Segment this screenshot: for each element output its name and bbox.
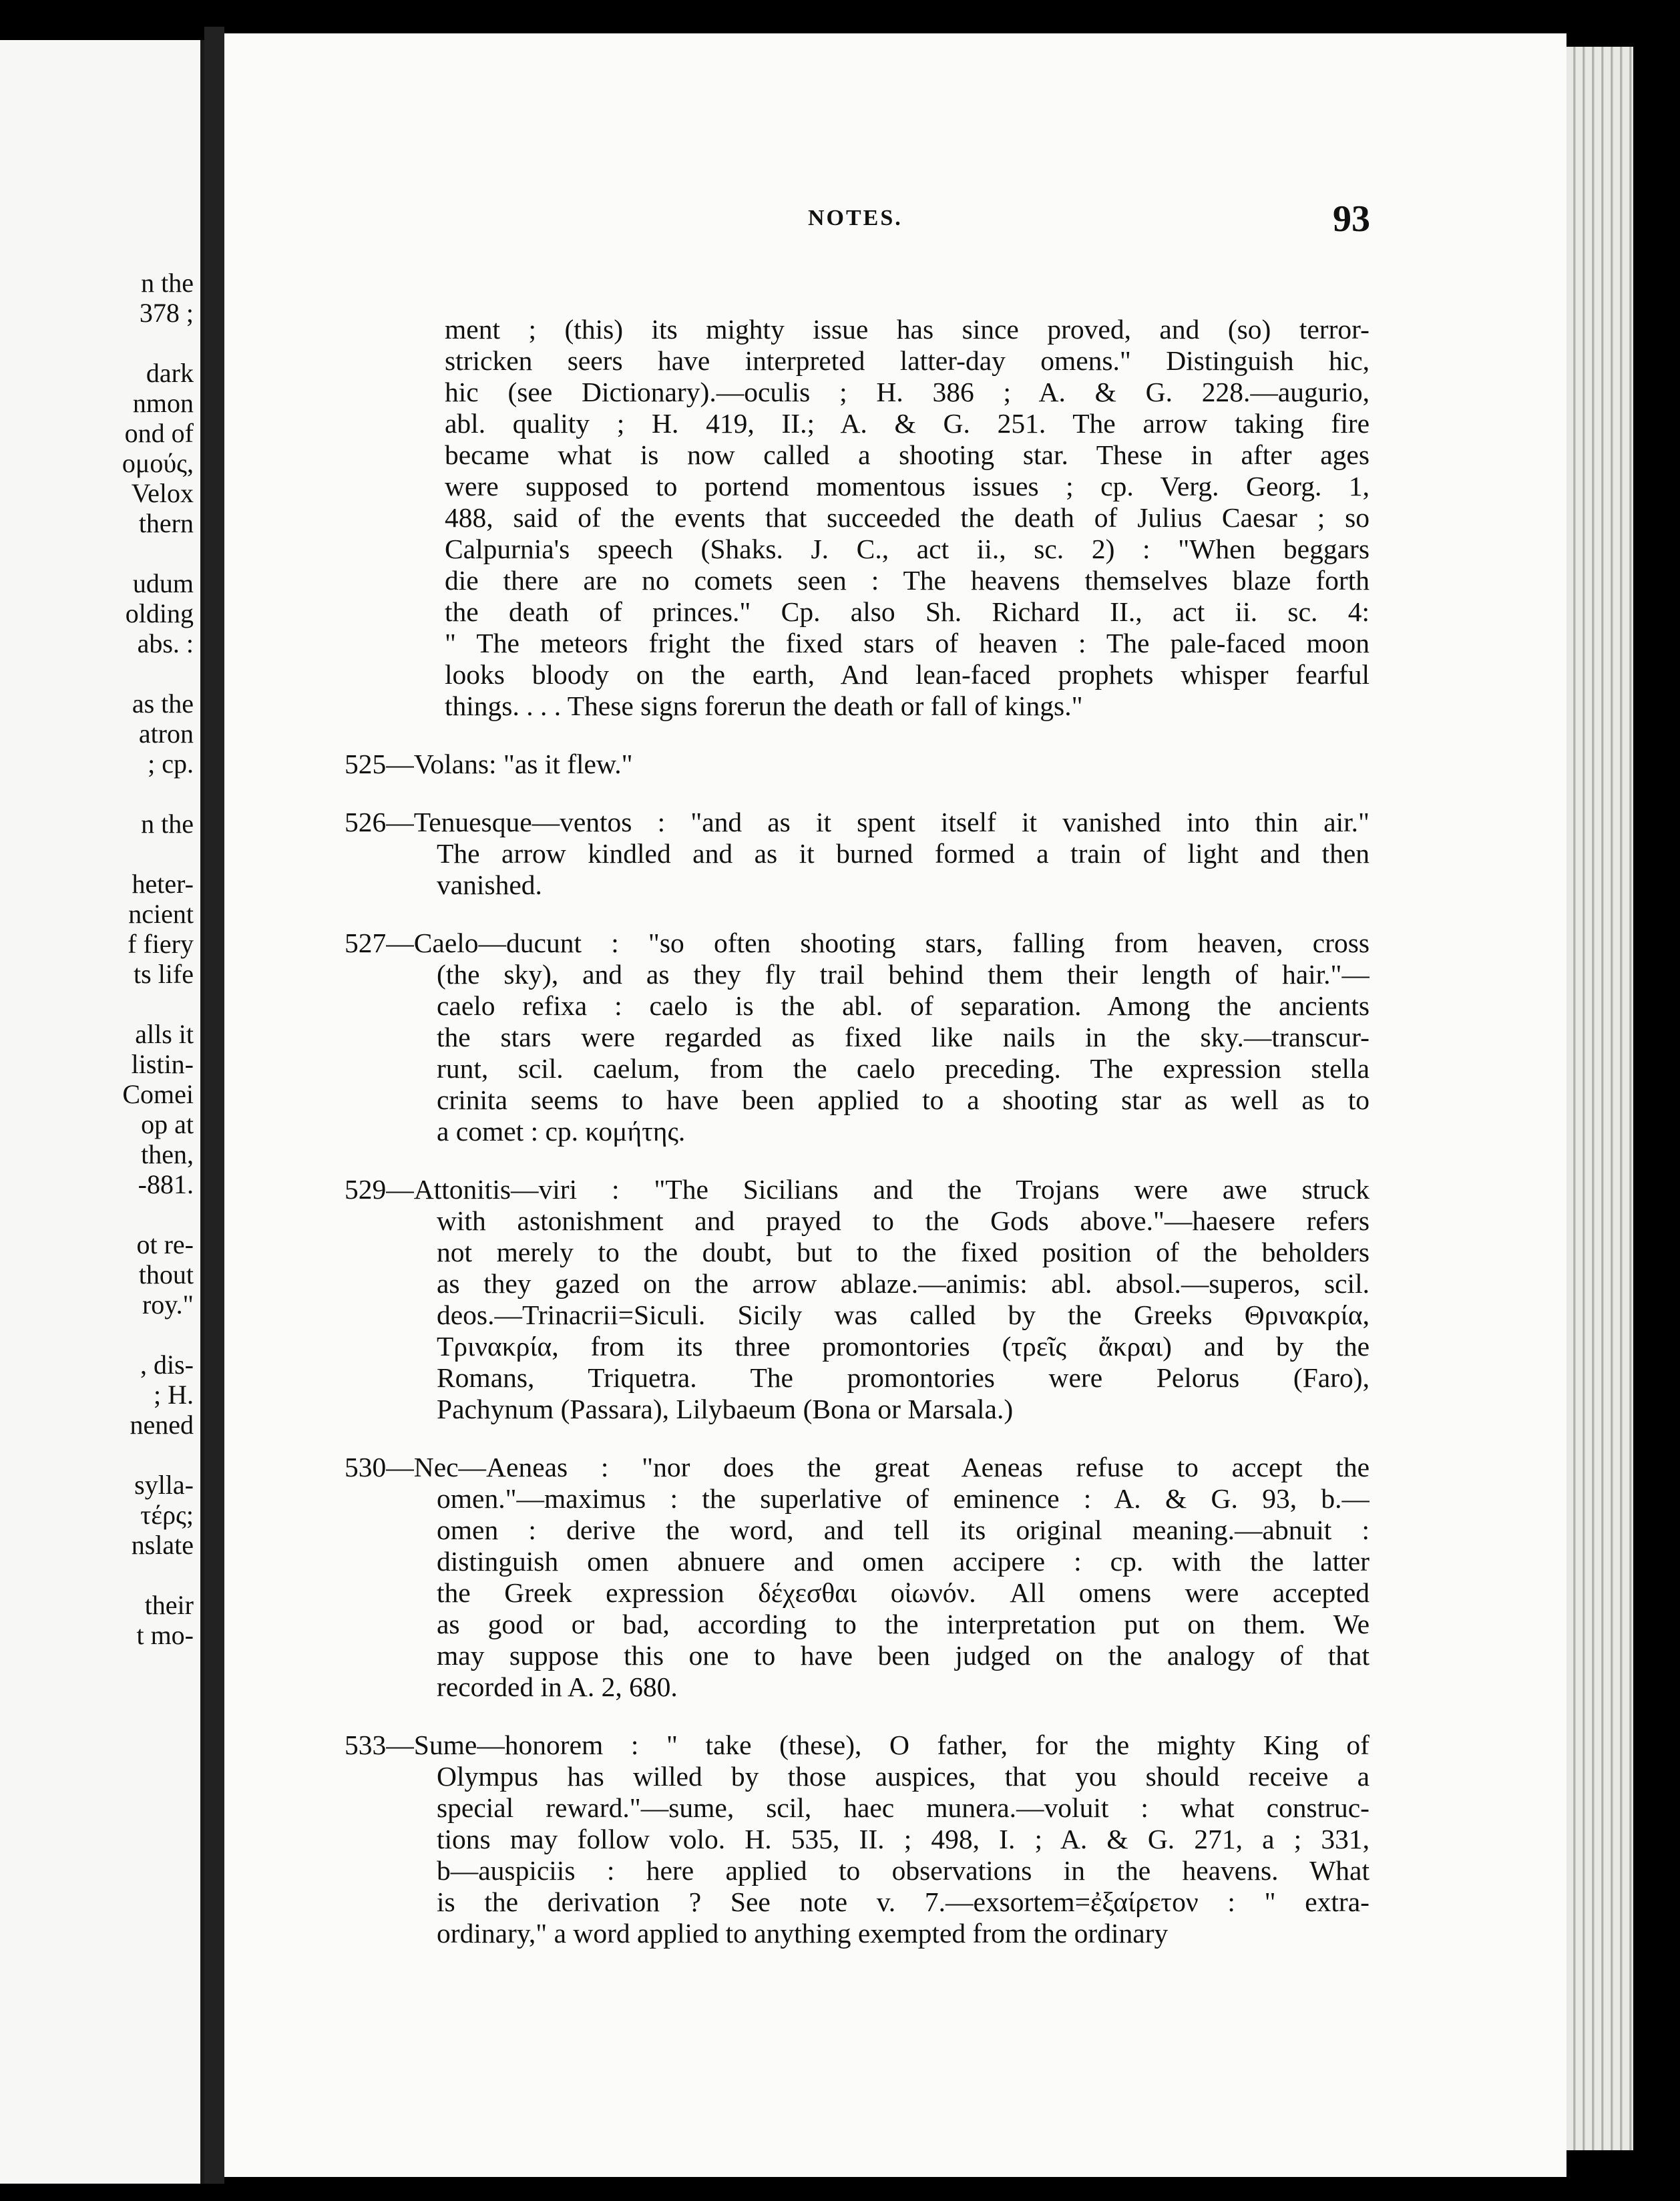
left-fragment-line: roy." [142, 1289, 194, 1320]
page-number: 93 [1333, 198, 1370, 240]
left-fragment-line: thout [138, 1259, 194, 1289]
note-line: special reward."—sume, scil, haec munera.—voluit : what construc- [437, 1792, 1370, 1823]
note-entry [224, 1452, 1566, 1703]
note-line: 530—Nec—Aeneas : "nor does the great Aeneas refuse to accept the [345, 1452, 1370, 1482]
left-fragment-line: alls it [135, 1019, 194, 1049]
note-line: omen."—maximus : the superlative of eminence : A. & G. 93, b.— [437, 1483, 1370, 1514]
note-line: 527—Caelo—ducunt : "so often shooting stars, falling from heaven, cross [345, 928, 1370, 958]
previous-page-fragment [0, 40, 204, 2184]
left-fragment-line: ond of [124, 418, 194, 448]
left-fragment-line: n the [141, 268, 194, 298]
note-line: stricken seers have interpreted latter-day omens." Distinguish hic, [445, 345, 1370, 376]
note-line: things. . . . These signs forerun the death or fall of kings." [445, 690, 1083, 721]
left-fragment-line: their [144, 1590, 194, 1620]
note-line: ordinary," a word applied to anything exempted from the ordinary [437, 1918, 1169, 1949]
note-entry [224, 1174, 1566, 1425]
left-fragment-line: abs. : [137, 628, 194, 658]
note-line: the stars were regarded as fixed like nails in the sky.—transcur- [437, 1022, 1370, 1052]
left-fragment-line: ; cp. [148, 749, 194, 779]
note-line: as good or bad, according to the interpretation put on them. We [437, 1609, 1370, 1639]
note-line: became what is now called a shooting star. These in after ages [445, 439, 1370, 470]
note-line: distinguish omen abnuere and omen accipere : cp. with the latter [437, 1546, 1370, 1577]
note-line: abl. quality ; H. 419, II.; A. & G. 251. The arrow taking fire [445, 408, 1370, 439]
left-fragment-line: op at [141, 1109, 194, 1139]
note-line: b—auspiciis : here applied to observations in the heavens. What [437, 1855, 1370, 1886]
note-line: caelo refixa : caelo is the abl. of separation. Among the ancients [437, 990, 1370, 1021]
note-line: may suppose this one to have been judged on the analogy of that [437, 1640, 1370, 1671]
note-line: looks bloody on the earth, And lean-faced prophets whisper fearful [445, 659, 1370, 690]
left-fragment-line: as the [132, 688, 194, 719]
note-line: The arrow kindled and as it burned formed a train of light and then [437, 838, 1370, 869]
left-fragment-line: , dis- [140, 1350, 194, 1380]
note-line: vanished. [437, 869, 542, 900]
left-fragment-line: udum [132, 568, 194, 598]
note-line: 525—Volans: "as it flew." [345, 749, 633, 779]
left-fragment-line: n the [141, 809, 194, 839]
continued-note [224, 314, 1566, 722]
note-line: Calpurnia's speech (Shaks. J. C., act ii., sc. 2) : "When beggars [445, 534, 1370, 564]
note-line: hic (see Dictionary).—oculis ; H. 386 ; A. & G. 228.—augurio, [445, 377, 1370, 407]
page-edges [1566, 47, 1633, 2150]
note-line: omen : derive the word, and tell its original meaning.—abnuit : [437, 1515, 1370, 1545]
left-fragment-line: τέρς; [140, 1500, 194, 1530]
note-entry [224, 1730, 1566, 1949]
note-line: as they gazed on the arrow ablaze.—animis: abl. absol.—superos, scil. [437, 1268, 1370, 1299]
note-line: the death of princes." Cp. also Sh. Richard II., act ii. sc. 4: [445, 596, 1370, 627]
note-line: ment ; (this) its mighty issue has since proved, and (so) terror- [445, 314, 1370, 345]
page-header [224, 198, 1566, 252]
note-line: Pachynum (Passara), Lilybaeum (Bona or Marsala.) [437, 1394, 1014, 1424]
left-fragment-line: dark [146, 358, 194, 388]
page [224, 33, 1566, 2177]
left-fragment-line: atron [138, 719, 194, 749]
left-fragment-line: ομούς, [122, 448, 194, 478]
note-line: 529—Attonitis—viri : "The Sicilians and the Trojans were awe struck [345, 1174, 1370, 1205]
left-fragment-line: listin- [131, 1049, 194, 1079]
left-fragment-line: olding [125, 598, 194, 628]
note-line: tions may follow volo. H. 535, II. ; 498, I. ; A. & G. 271, a ; 331, [437, 1824, 1370, 1854]
note-line: Romans, Triquetra. The promontories were Pelorus (Faro), [437, 1362, 1370, 1393]
left-fragment-line: nslate [131, 1530, 194, 1560]
left-fragment-line: -881. [138, 1169, 194, 1199]
note-entry [224, 807, 1566, 901]
note-entry [224, 749, 1566, 780]
left-fragment-line: nened [130, 1410, 194, 1440]
note-line: not merely to the doubt, but to the fixed position of the beholders [437, 1237, 1370, 1267]
note-line: (the sky), and as they fly trail behind them their length of hair."— [437, 959, 1370, 990]
note-line: crinita seems to have been applied to a shooting star as well as to [437, 1084, 1370, 1115]
note-line: the Greek expression δέχεσθαι οἰωνόν. All omens were accepted [437, 1577, 1370, 1608]
left-fragment-line: thern [138, 508, 194, 538]
note-entry [224, 928, 1566, 1147]
note-line: 526—Tenuesque—ventos : "and as it spent itself it vanished into thin air." [345, 807, 1370, 837]
running-head: NOTES. [808, 206, 903, 230]
left-fragment-line: ts life [134, 959, 194, 989]
note-line: Olympus has willed by those auspices, that you should receive a [437, 1761, 1370, 1792]
note-line: were supposed to portend momentous issues ; cp. Verg. Georg. 1, [445, 471, 1370, 502]
note-line: is the derivation ? See note v. 7.—exsortem=ἐξαίρετον : " extra- [437, 1886, 1370, 1917]
note-line: 488, said of the events that succeeded the death of Julius Caesar ; so [445, 502, 1370, 533]
note-line: 533—Sume—honorem : " take (these), O father, for the mighty King of [345, 1730, 1370, 1760]
left-fragment-line: ; H. [154, 1380, 194, 1410]
left-fragment-line: f fiery [128, 929, 194, 959]
notes-body [224, 314, 1566, 1976]
left-fragment-line: Comei [122, 1079, 194, 1109]
left-fragment-line: 378 ; [139, 298, 194, 328]
left-fragment-line: ncient [128, 899, 194, 929]
left-fragment-line: heter- [132, 869, 194, 899]
note-line: a comet : cp. κομήτης. [437, 1116, 686, 1147]
note-line: deos.—Trinacrii=Siculi. Sicily was called by the Greeks Θρινακρία, [437, 1299, 1370, 1330]
left-fragment-line: nmon [132, 388, 194, 418]
note-line: with astonishment and prayed to the Gods above."—haesere refers [437, 1205, 1370, 1236]
left-fragment-line: ot re- [136, 1229, 194, 1259]
left-fragment-line: sylla- [134, 1470, 194, 1500]
note-line: runt, scil. caelum, from the caelo preceding. The expression stella [437, 1053, 1370, 1084]
left-fragment-line: t mo- [136, 1620, 194, 1650]
note-line: Τρινακρία, from its three promontories (τρεῖς ἄκραι) and by the [437, 1331, 1370, 1362]
note-line: die there are no comets seen : The heavens themselves blaze forth [445, 565, 1370, 596]
note-line: " The meteors fright the fixed stars of heaven : The pale-faced moon [445, 628, 1370, 658]
book-gutter [204, 27, 224, 2184]
note-line: recorded in A. 2, 680. [437, 1671, 678, 1702]
left-fragment-line: then, [141, 1139, 194, 1169]
left-fragment-line: Velox [131, 478, 194, 508]
